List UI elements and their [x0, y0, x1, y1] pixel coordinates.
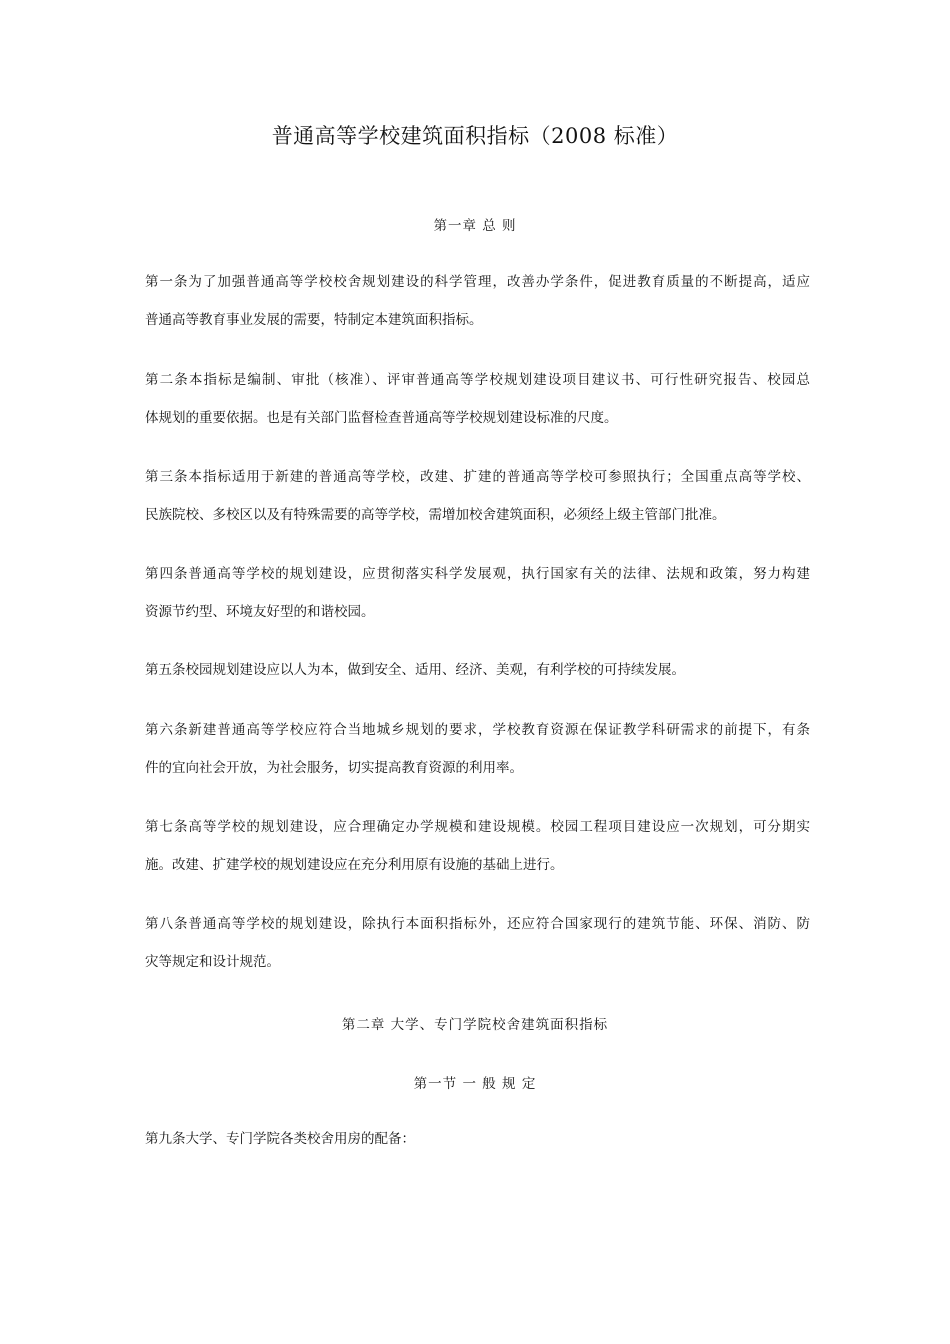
article-6-line-2: 件的宜向社会开放，为社会服务，切实提高教育资源的利用率。 — [145, 760, 523, 776]
article-3 — [145, 458, 810, 534]
article-5 — [145, 651, 810, 689]
article-2-line-1: 第二条本指标是编制、审批（核准）、评审普通高等学校规划建设项目建议书、可行性研究报告、校园总 — [145, 372, 810, 388]
article-1 — [145, 263, 810, 339]
article-9-line-1: 第九条大学、专门学院各类校舍用房的配备： — [145, 1131, 415, 1147]
article-4-line-1: 第四条普通高等学校的规划建设，应贯彻落实科学发展观，执行国家有关的法律、法规和政策，努力构建 — [145, 566, 810, 582]
article-4 — [145, 555, 810, 631]
article-8 — [145, 905, 810, 981]
chapter-1-heading: 第一章 总 则 — [433, 218, 517, 234]
article-9 — [145, 1120, 810, 1158]
article-3-line-1: 第三条本指标适用于新建的普通高等学校，改建、扩建的普通高等学校可参照执行；全国重点高等学校、 — [145, 469, 810, 485]
article-7-line-2: 施。改建、扩建学校的规划建设应在充分利用原有设施的基础上进行。 — [145, 857, 564, 873]
article-8-line-1: 第八条普通高等学校的规划建设，除执行本面积指标外，还应符合国家现行的建筑节能、环保、消防、防 — [145, 916, 810, 932]
article-5-line-1: 第五条校园规划建设应以人为本，做到安全、适用、经济、美观，有利学校的可持续发展。 — [145, 662, 685, 678]
article-4-line-2: 资源节约型、环境友好型的和谐校园。 — [145, 604, 375, 620]
section-1-heading: 第一节 一 般 规 定 — [413, 1076, 537, 1092]
article-6-line-1: 第六条新建普通高等学校应符合当地城乡规划的要求，学校教育资源在保证教学科研需求的前提下，有条 — [145, 722, 810, 738]
document-title: 普通高等学校建筑面积指标（2008 标准） — [271, 124, 679, 148]
article-2-line-2: 体规划的重要依据。也是有关部门监督检查普通高等学校规划建设标准的尺度。 — [145, 410, 618, 426]
article-1-line-1: 第一条为了加强普通高等学校校舍规划建设的科学管理，改善办学条件，促进教育质量的不断提高，适应 — [145, 274, 810, 290]
chapter-2-heading: 第二章 大学、专门学院校舍建筑面积指标 — [341, 1017, 609, 1033]
article-6 — [145, 711, 810, 787]
article-1-line-2: 普通高等教育事业发展的需要，特制定本建筑面积指标。 — [145, 312, 483, 328]
article-7 — [145, 808, 810, 884]
article-7-line-1: 第七条高等学校的规划建设，应合理确定办学规模和建设规模。校园工程项目建设应一次规划，可分期实 — [145, 819, 810, 835]
article-3-line-2: 民族院校、多校区以及有特殊需要的高等学校，需增加校舍建筑面积，必须经上级主管部门批准。 — [145, 507, 726, 523]
article-2 — [145, 361, 810, 437]
article-8-line-2: 灾等规定和设计规范。 — [145, 954, 280, 970]
